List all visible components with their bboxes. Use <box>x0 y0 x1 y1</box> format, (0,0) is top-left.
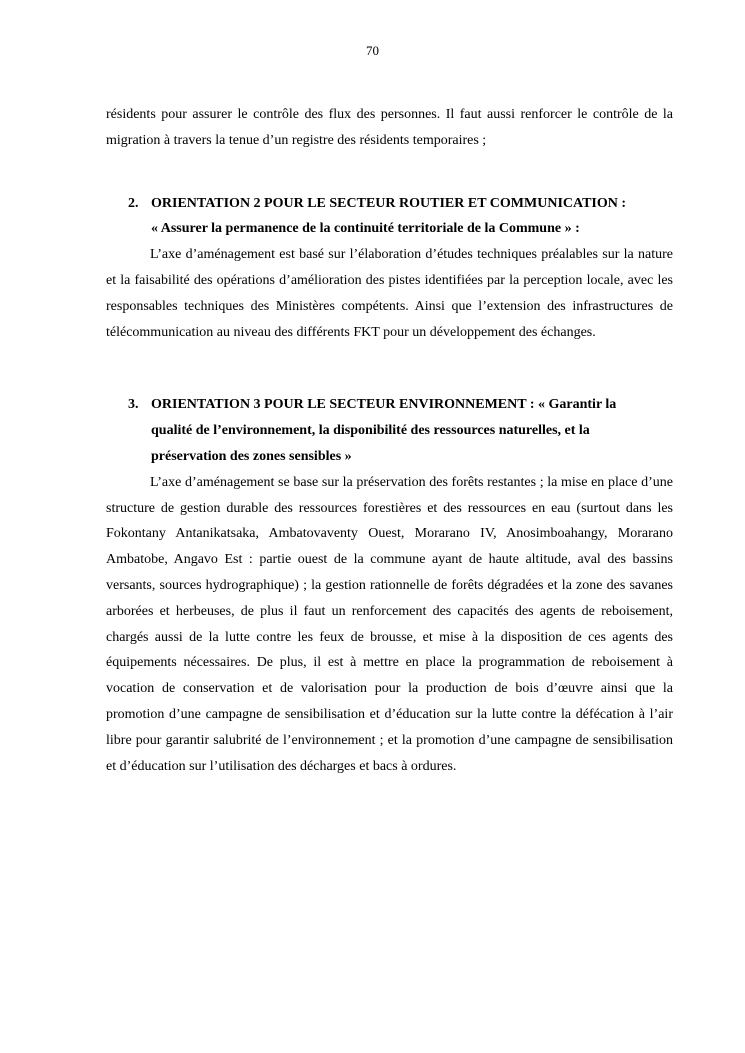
orientation-3-title: ORIENTATION 3 POUR LE SECTEUR ENVIRONNEMENT : « Garantir la qualité de l’environnement, la disponibilité des ressources naturelles, et la préservation des zones sensibles » <box>151 397 617 464</box>
page-content <box>106 102 673 779</box>
orientation-3-number: 3. <box>128 397 139 413</box>
page-number: 70 <box>366 43 379 58</box>
orientation-2-body: L’axe d’aménagement est basé sur l’élaboration d’études techniques préalables sur la nature et la faisabilité des opérations d’amélioration des pistes identifiées par la perception locale, avec les responsables techniques des Ministères compétents. Ainsi que l’extension des infrastructures de télécommunication au niveau des différents FKT pour un développement des échanges. <box>106 247 673 340</box>
intro-paragraph: résidents pour assurer le contrôle des flux des personnes. Il faut aussi renforcer le contrôle de la migration à travers la tenue d’un registre des résidents temporaires ; <box>106 107 673 148</box>
orientation-2-section <box>106 191 673 346</box>
orientation-3-body: L’axe d’aménagement se base sur la préservation des forêts restantes ; la mise en place d’une structure de gestion durable des ressources forestières et des ressources en eau (surtout dans les Fokontany Antanikatsaka, Ambatovaventy Ouest, Morarano IV, Anosimboahangy, Morarano Ambatobe, Angavo Est : partie ouest de la commune ayant de haute altitude, aval des bassins versants, sources hydrographique) ; la gestion rationnelle de forêts dégradées et la zone des savanes arborées et herbeuses, de plus il faut un renforcement des capacités des agents de reboisement, chargés aussi de la lutte contre les feux de brousse, et mise à la disposition de ces agents des équipements nécessaires. De plus, il est à mettre en place la programmation de reboisement à vocation de conservation et de valorisation pour la production de bois d’œuvre ainsi que la promotion d’une campagne de sensibilisation et d’éducation sur la lutte contre la défécation à l’air libre pour garantir salubrité de l’environnement ; et la promotion d’une campagne de sensibilisation et d’éducation sur l’utilisation des décharges et bacs à ordures. <box>106 474 673 774</box>
orientation-2-title: ORIENTATION 2 POUR LE SECTEUR ROUTIER ET COMMUNICATION : <box>151 195 627 211</box>
orientation-3-section <box>106 392 673 779</box>
orientation-2-heading <box>128 191 673 243</box>
orientation-2-number: 2. <box>128 195 139 211</box>
orientation-2-subtitle: « Assurer la permanence de la continuité territoriale de la Commune » : <box>151 221 580 237</box>
orientation-2-heading-text <box>151 191 673 243</box>
orientation-3-heading <box>128 392 673 469</box>
